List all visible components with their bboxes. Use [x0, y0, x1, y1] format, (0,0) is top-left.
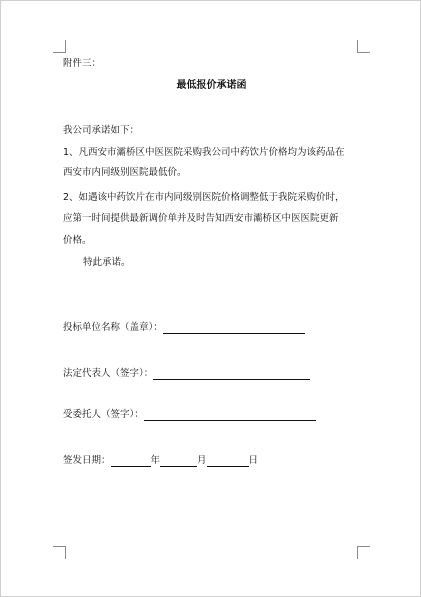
- crop-mark-top-right: [357, 40, 370, 53]
- para2-line2: 应第一时间提供最新调价单并及时告知西安市灞桥区中医医院更新: [63, 213, 339, 224]
- document-title: 最低报价承诺函: [176, 80, 247, 91]
- annex-label: 附件三：: [63, 58, 102, 69]
- para2-line1: 2、如遇该中药饮片在市内同级别医院价格调整低于我院采购价时，: [63, 192, 345, 203]
- month-blank[interactable]: [160, 456, 197, 467]
- para2-line3: 价格。: [63, 235, 92, 246]
- closing-text: 特此承诺。: [83, 257, 131, 268]
- bidder-signature-line[interactable]: [163, 323, 305, 334]
- para1-line1: 1、凡西安市灞桥区中医医院采购我公司中药饮片价格均为该药品在: [63, 147, 345, 158]
- day-label: 日: [248, 455, 259, 466]
- legal-rep-label: 法定代表人（签字）：: [63, 368, 154, 379]
- bidder-label: 投标单位名称（盖章）：: [63, 322, 163, 333]
- legal-rep-field: [63, 368, 310, 380]
- legal-rep-signature-line[interactable]: [153, 369, 310, 380]
- agent-signature-line[interactable]: [144, 410, 316, 421]
- crop-mark-bottom-right: [357, 546, 370, 559]
- year-blank[interactable]: [111, 456, 151, 467]
- agent-field: [63, 409, 316, 421]
- crop-mark-top-left: [53, 40, 66, 53]
- para1-line2: 西安市内同级别医院最低价。: [63, 167, 187, 178]
- month-label: 月: [197, 455, 207, 466]
- bidder-field: [63, 322, 305, 334]
- agent-label: 受委托人（签字）：: [63, 409, 144, 420]
- date-label: 签发日期：: [63, 455, 111, 466]
- date-field: [63, 455, 258, 467]
- year-label: 年: [150, 455, 161, 466]
- crop-mark-bottom-left: [53, 546, 66, 559]
- intro-text: 我公司承诺如下：: [63, 125, 140, 136]
- day-blank[interactable]: [207, 456, 249, 467]
